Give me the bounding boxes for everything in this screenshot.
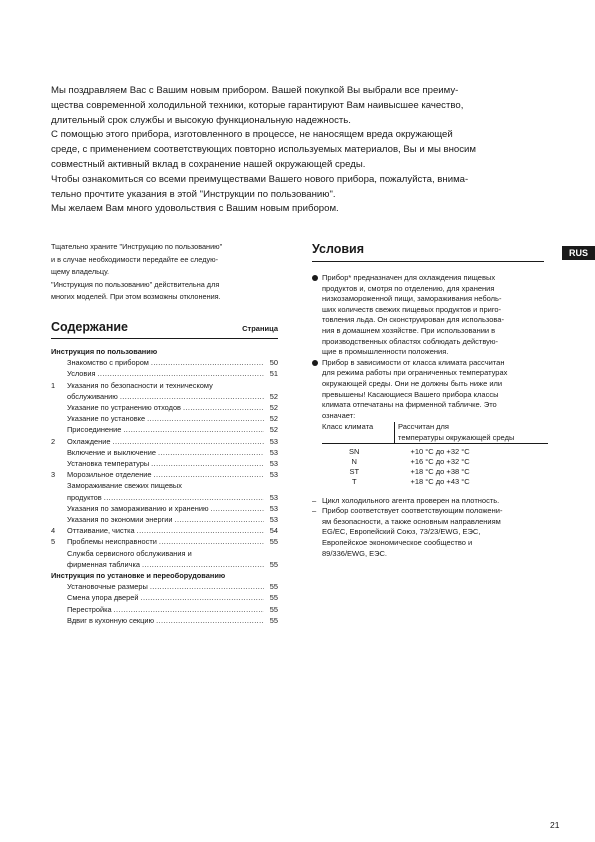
toc-entry-page: 50 [269, 358, 278, 368]
keep-line: Тщательно храните "Инструкцию по пользованию" [51, 242, 223, 251]
intro-line: совместный активный вклад в сохранение нашей окружающей среды. [51, 158, 366, 170]
toc-entry-text: Установочные размеры [67, 582, 148, 592]
toc-entry-text: Указания по безопасности и техническому [67, 380, 213, 390]
climate-range-header-line: температуры окружающей среды [398, 432, 515, 442]
toc-entry-number: 5 [51, 537, 56, 547]
toc-entry-text: Указание по установке [67, 414, 146, 424]
toc-leader [156, 615, 264, 626]
toc-entry [51, 525, 278, 536]
intro-line: Мы желаем Вам много удовольствия с Вашим новым прибором. [51, 203, 339, 215]
toc-section-usage: Инструкция по пользованию [51, 347, 158, 356]
toc-entry-page: 53 [269, 436, 278, 446]
conditions-title: Условия [312, 242, 544, 262]
toc-list-install [51, 581, 278, 626]
toc-title: Содержание [51, 320, 129, 334]
toc-entry [51, 536, 278, 547]
climate-row [322, 477, 548, 487]
toc-entry-text: Смена упора дверей [67, 593, 139, 603]
bullet-icon [312, 360, 318, 366]
climate-class-cell: T [351, 477, 357, 487]
toc-leader [142, 559, 264, 570]
toc-entry-page: 53 [269, 459, 278, 469]
toc-entry-page: 51 [269, 369, 278, 379]
intro-line: Мы поздравляем Вас с Вашим новым прибором. Вашей покупкой Вы выбрали все преиму- [51, 85, 459, 96]
dash-line: Цикл холодильного агента проверен на плотность. [322, 495, 500, 505]
toc-entry-text: Установка температуры [67, 459, 150, 469]
intro-line: Чтобы ознакомиться со всеми преимуществами Вашего нового прибора, пожалуйста, внима- [51, 173, 469, 185]
toc-entry-text: Указание по устранению отходов [67, 403, 181, 413]
toc-entry [51, 615, 278, 626]
toc-leader [175, 514, 264, 525]
toc-entry-text: Морозильное отделение [67, 470, 152, 480]
toc-entry [51, 469, 278, 480]
climate-row [322, 457, 548, 467]
toc-entry-text: Вдвиг в кухонную секцию [67, 615, 155, 625]
toc-section-install: Инструкция по установке и переоборудованию [51, 571, 226, 581]
toc-entry-text: обслуживанию [67, 391, 118, 401]
toc-entry-page: 55 [269, 615, 278, 625]
toc-leader [151, 458, 264, 469]
toc-entry-page: 53 [269, 470, 278, 480]
toc-entry-text: Указания по замораживанию и хранению [67, 503, 209, 513]
toc-leader [151, 357, 264, 368]
condition-line: низкозамороженной пищи, замораживания неболь- [322, 294, 502, 304]
toc-entry [51, 458, 278, 469]
condition-line: ших количеств свежих пищевых продуктов и приго- [322, 304, 502, 314]
toc-leader [97, 368, 264, 379]
toc-leader [112, 436, 264, 447]
language-badge: RUS [562, 246, 595, 260]
toc-entry-page: 53 [269, 492, 278, 502]
toc-entry [51, 548, 278, 559]
toc-entry [51, 604, 278, 615]
climate-range-cell: +16 °C до +32 °C [410, 456, 470, 466]
toc-entry [51, 559, 278, 570]
toc-entry-text: Охлаждение [67, 436, 111, 446]
intro-line: С помощью этого прибора, изготовленного в процессе, не наносящем вреда окружающей [51, 129, 453, 141]
condition-line: климата отпечатаны на фирменной табличке. Это [322, 400, 497, 410]
toc-entry [51, 391, 278, 402]
toc-leader [158, 447, 264, 458]
toc-entry-page: 55 [269, 593, 278, 603]
toc-leader [211, 503, 264, 514]
toc-leader [104, 492, 264, 503]
condition-line: ния в домашнем хозяйстве. При использовании в [322, 325, 496, 335]
climate-class-cell: ST [349, 467, 360, 477]
toc-entry [51, 424, 278, 435]
toc-entry-text: Перестройка [67, 604, 112, 614]
climate-row [322, 443, 548, 457]
dash-line: Прибор соответствует соответствующим положени- [322, 506, 503, 516]
toc-entry-text: Включение и выключение [67, 447, 156, 457]
keep-line: "Инструкция по пользованию" действительна для [51, 279, 220, 289]
toc-entry-page: 55 [269, 604, 278, 614]
dash-line: 89/336/EWG, ЕЭС. [322, 548, 387, 558]
intro-text [51, 84, 551, 217]
toc-list-usage [51, 357, 278, 570]
climate-class-header: Класс климата [322, 422, 395, 443]
toc-entry-number: 3 [51, 470, 56, 480]
toc-entry [51, 402, 278, 413]
toc-entry-page: 52 [269, 403, 278, 413]
toc-entry-number: 4 [51, 526, 56, 536]
page-number: 21 [550, 820, 560, 830]
condition-line: производственных областях соблюдать действую- [322, 336, 499, 346]
toc-entry-text: Присоединение [67, 425, 122, 435]
toc-entry [51, 436, 278, 447]
condition-line: окружающей среды. Они не должны быть ниже или [322, 378, 503, 388]
conditions-body [312, 273, 562, 559]
climate-class-table [322, 422, 548, 487]
dash-line: EG/EC, Европейский Союз, 73/23/EWG, ЕЭС, [322, 527, 481, 537]
toc-leader [147, 413, 264, 424]
keep-line: щему владельцу. [51, 267, 110, 277]
toc-leader [154, 469, 264, 480]
toc-entry-page: 52 [269, 391, 278, 401]
toc-entry-number: 1 [51, 380, 56, 390]
intro-line: среде, с применением соответствующих повторно используемых материалов, Вы и мы вносим [51, 144, 477, 156]
dash-marker: – [312, 506, 317, 516]
toc-entry-text: фирменная табличка [67, 559, 140, 569]
dash-line: ям безопасности, а также основным направлениям [322, 516, 501, 526]
climate-row [322, 467, 548, 477]
climate-range-cell: +18 °C до +43 °C [410, 477, 470, 487]
toc-entry [51, 413, 278, 424]
toc-entry [51, 368, 278, 379]
climate-rows [322, 443, 548, 487]
toc-page-label: Страница [242, 324, 278, 333]
toc-entry-page: 55 [269, 537, 278, 547]
toc-header [51, 320, 278, 339]
climate-class-cell: N [351, 456, 357, 466]
toc-entry-text: Условия [67, 369, 96, 379]
intro-line: тельно прочтите указания в этой "Инструкции по пользованию". [51, 188, 336, 200]
toc-leader [123, 424, 264, 435]
toc-entry-text: продуктов [67, 492, 102, 502]
table-of-contents [51, 346, 278, 626]
toc-entry [51, 514, 278, 525]
climate-range-cell: +10 °C до +32 °C [410, 446, 470, 456]
toc-entry-page: 53 [269, 447, 278, 457]
toc-entry-page: 53 [269, 503, 278, 513]
bullet-icon [312, 275, 318, 281]
toc-entry [51, 447, 278, 458]
toc-leader [150, 581, 264, 592]
toc-entry [51, 380, 278, 391]
intro-line: длительный срок службы и высокую функциональную надежность. [51, 114, 351, 126]
condition-bullet [312, 358, 562, 422]
toc-entry [51, 357, 278, 368]
toc-leader [159, 536, 264, 547]
toc-entry-page: 54 [269, 526, 278, 536]
climate-range-header-line: Рассчитан для [398, 422, 449, 432]
condition-line: щие в промышленности положения. [322, 347, 449, 357]
toc-leader [114, 604, 264, 615]
dash-marker: – [312, 495, 317, 505]
toc-leader [140, 592, 264, 603]
toc-entry-page: 55 [269, 559, 278, 569]
toc-entry [51, 503, 278, 514]
toc-leader [137, 525, 264, 536]
toc-entry [51, 581, 278, 592]
toc-entry-page: 52 [269, 414, 278, 424]
toc-entry-text: Проблемы неисправности [67, 537, 157, 547]
climate-range-header [395, 422, 549, 443]
condition-bullet [312, 273, 562, 358]
toc-entry-text: Замораживание свежих пищевых [67, 481, 182, 491]
keep-line: многих моделей. При этом возможны отклонения. [51, 292, 221, 302]
toc-entry-text: Указания по экономии энергии [67, 515, 173, 525]
toc-entry-text: Оттаивание, чистка [67, 526, 135, 536]
keep-line: и в случае необходимости передайте ее следую- [51, 254, 219, 264]
toc-leader [120, 391, 264, 402]
condition-line: Прибор в зависимости от класса климата рассчитан [322, 357, 505, 367]
toc-entry-text: Знакомство с прибором [67, 358, 149, 368]
toc-leader [183, 402, 264, 413]
condition-line: превышены! Касающиеся Вашего прибора классы [322, 389, 499, 399]
toc-entry [51, 480, 278, 491]
toc-entry [51, 492, 278, 503]
toc-entry-page: 52 [269, 425, 278, 435]
condition-line: товления льда. Он сконструирован для использова- [322, 315, 504, 325]
dash-line: Европейское экономическое сообщество и [322, 537, 473, 547]
intro-line: щества современной холодильной техники, которые гарантируют Вам наивысшее качество, [51, 99, 464, 111]
toc-entry-number: 2 [51, 436, 56, 446]
toc-entry-page: 53 [269, 515, 278, 525]
climate-class-cell: SN [349, 446, 360, 456]
keep-notice [51, 241, 283, 304]
toc-entry [51, 592, 278, 603]
dash-notes [312, 496, 562, 560]
climate-range-cell: +18 °C до +38 °C [410, 467, 470, 477]
condition-line: означает: [322, 410, 356, 420]
dash-note [312, 506, 562, 559]
toc-entry-text: Служба сервисного обслуживания и [67, 548, 192, 558]
condition-line: для режима работы при ограниченных температурах [322, 368, 508, 378]
dash-note [312, 496, 562, 507]
condition-line: Прибор* предназначен для охлаждения пищевых [322, 273, 496, 282]
condition-line: продуктов и, смотря по отделению, для хранения [322, 283, 495, 293]
toc-entry-page: 55 [269, 582, 278, 592]
